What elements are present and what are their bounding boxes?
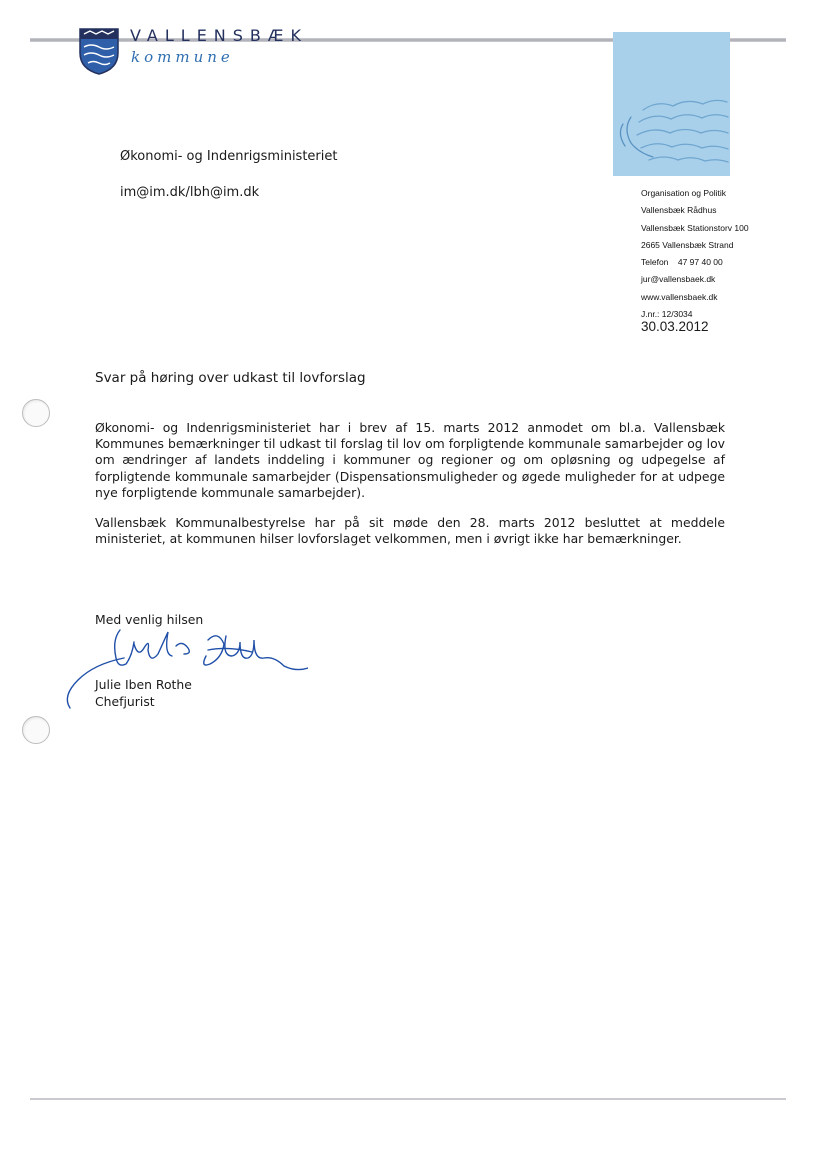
signatory-name: Julie Iben Rothe xyxy=(95,677,192,692)
letter-subject: Svar på høring over udkast til lovforslag xyxy=(95,370,366,386)
letter-closing: Med venlig hilsen xyxy=(95,612,204,627)
sender-line: Vallensbæk Stationstorv 100 xyxy=(641,222,749,233)
sender-line: J.nr.: 12/3034 xyxy=(641,309,693,320)
punch-hole xyxy=(22,716,50,744)
letter-date: 30.03.2012 xyxy=(641,319,709,334)
letterhead-org-subtitle: kommune xyxy=(131,48,234,66)
sender-line: Organisation og Politik xyxy=(641,188,727,198)
sender-address-block xyxy=(641,185,749,323)
sender-line: 2665 Vallensbæk Strand xyxy=(641,239,734,250)
letter-body xyxy=(95,420,725,561)
sender-line: jur@vallensbaek.dk xyxy=(641,274,716,285)
signatory-title: Chefjurist xyxy=(95,693,155,709)
sender-line: www.vallensbaek.dk xyxy=(641,291,718,302)
letterhead-org-name: VALLENSBÆK xyxy=(130,26,308,45)
sender-line: Vallensbæk Rådhus xyxy=(641,205,717,216)
body-paragraph: Økonomi- og Indenrigsministeriet har i brev af 15. marts 2012 anmodet om bl.a. Vallensbæk Kommunes bemærkninger til udkast til forslag til lov om forpligtende kommunale samarbejder og lov om ændringer af landets inddeling i kommuner og regioner og om opløsning og udpegelse af forpligtende kommunale samarbejder (Dispensationsmuligheder og øgede muligheder for at udpege nye forpligtende kommunale samarbejder). xyxy=(95,420,725,500)
recipient-name: Økonomi- og Indenrigsministeriet xyxy=(120,149,338,164)
recipient-email: im@im.dk/lbh@im.dk xyxy=(120,185,260,200)
punch-hole xyxy=(22,399,50,427)
signatory-block xyxy=(95,677,192,710)
footer-rule xyxy=(30,1098,786,1100)
letterhead-decoration xyxy=(613,32,730,176)
body-paragraph: Vallensbæk Kommunalbestyrelse har på sit møde den 28. marts 2012 besluttet at meddele ministeriet, at kommunen hilser lovforslaget velkommen, men i øvrigt ikke har bemærkninger. xyxy=(95,515,725,547)
sender-line: Telefon 47 97 40 00 xyxy=(641,257,723,268)
wave-graphic xyxy=(613,32,730,176)
municipality-crest-icon xyxy=(78,27,120,75)
